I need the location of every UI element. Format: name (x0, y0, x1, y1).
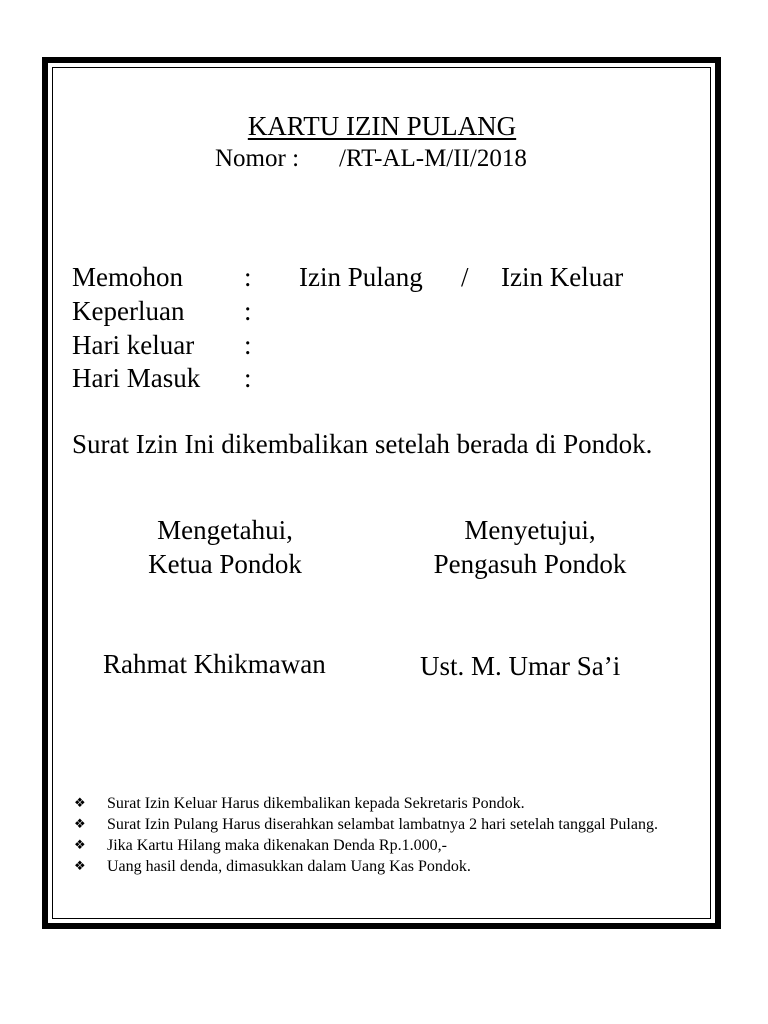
signature-right (405, 513, 655, 581)
diamond-bullet-icon: ❖ (74, 838, 86, 853)
signature-left (115, 513, 335, 581)
rule-text: Surat Izin Keluar Harus dikembalikan kepada Sekretaris Pondok. (107, 795, 525, 812)
rules-list (74, 794, 694, 878)
nomor-value: /RT-AL-M/II/2018 (339, 145, 527, 172)
signature-left-name: Rahmat Khikmawan (103, 649, 326, 679)
rule-text: Jika Kartu Hilang maka dikenakan Denda Rp.1.000,- (107, 837, 447, 854)
signature-right-line2: Pengasuh Pondok (433, 549, 627, 579)
field-label-hari-keluar: Hari keluar (72, 330, 195, 360)
signature-left-line2: Ketua Pondok (148, 549, 302, 579)
card-title: KARTU IZIN PULANG (247, 111, 517, 141)
nomor-label: Nomor : (215, 145, 300, 172)
return-note: Surat Izin Ini dikembalikan setelah berada di Pondok. (72, 429, 653, 459)
rule-item (74, 815, 694, 834)
diamond-bullet-icon: ❖ (74, 796, 86, 811)
rule-item (74, 794, 694, 813)
option-izin-keluar: Izin Keluar (501, 262, 624, 292)
signature-left-line1: Mengetahui, (157, 515, 293, 545)
field-label-memohon: Memohon (72, 262, 183, 292)
field-label-hari-masuk: Hari Masuk (72, 363, 201, 393)
option-izin-pulang: Izin Pulang (299, 262, 423, 292)
rule-text: Surat Izin Pulang Harus diserahkan selambat lambatnya 2 hari setelah tanggal Pulang. (107, 816, 658, 833)
signature-right-line1: Menyetujui, (464, 515, 596, 545)
field-colon-hari-keluar: : (244, 330, 252, 360)
field-label-keperluan: Keperluan (72, 296, 185, 326)
signature-right-name: Ust. M. Umar Sa’i (420, 651, 621, 681)
rule-text: Uang hasil denda, dimasukkan dalam Uang Kas Pondok. (107, 858, 471, 875)
field-colon-keperluan: : (244, 296, 252, 326)
rule-item (74, 857, 694, 876)
rule-item (74, 836, 694, 855)
diamond-bullet-icon: ❖ (74, 859, 86, 874)
field-colon-memohon: : (244, 262, 252, 292)
card-inner-border (52, 67, 711, 919)
field-colon-hari-masuk: : (244, 363, 252, 393)
option-separator: / (461, 262, 469, 292)
diamond-bullet-icon: ❖ (74, 817, 86, 832)
